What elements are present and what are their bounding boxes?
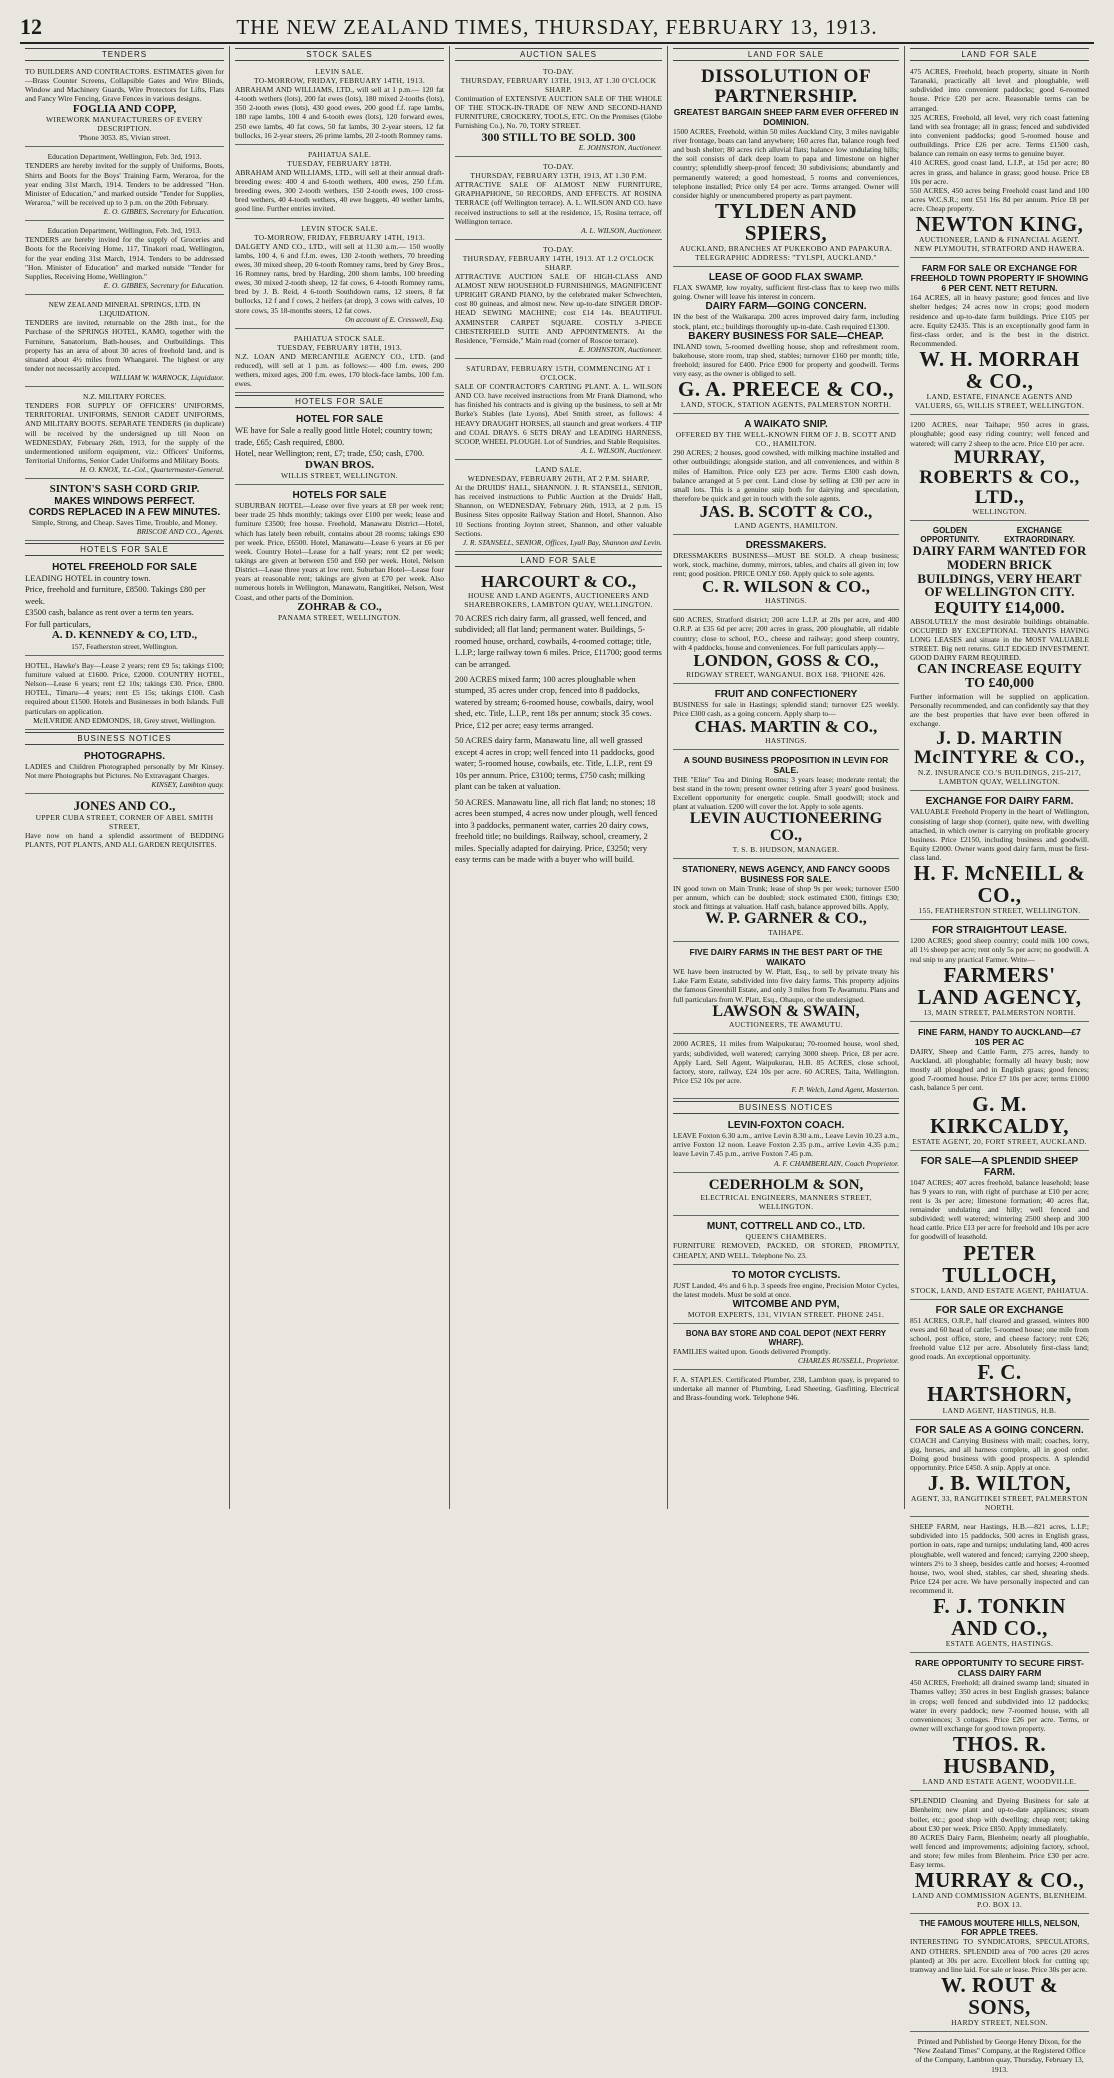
ad-text: 164 ACRES, all in heavy pasture; good fences and live shelter hedges; 24 acres now in crops; good modern residence and up-to-date farm buildings. Price £105 per acre. Equity £2435. This is an exceptionally good farm in first-class order, and is the best in the district. Recommended. xyxy=(910,293,1089,348)
ad-title: FINE FARM, HANDY TO AUCKLAND—£7 10S PER AC xyxy=(918,1026,1081,1047)
ad-address: TAIHAPE. xyxy=(768,928,804,938)
ad-jones-co xyxy=(25,796,224,853)
ad-waikato-snip xyxy=(673,416,899,535)
ad-staples-plumber xyxy=(673,1372,899,1406)
ad-text: COACH and Carrying Business with mail; coaches, lorry, gig, horses, and all harness complete, all in good order. Doing good business with good prospects. A splendid opportunity. Price £450. A snip. Apply at once. xyxy=(910,1435,1089,1472)
ad-newton-king xyxy=(910,64,1089,258)
ad-text: VALUABLE Freehold Property in the heart of Wellington, consisting of large shop (corner), quite new, with dwelling attached, in which owner is carrying on profitable grocery business. Price £2150, including business and goodwill. Equity £2000. Owner wants good dairy farm, must be first-class land. xyxy=(910,807,1089,863)
ad-levin-sale xyxy=(235,64,444,145)
ad-subtitle: QUEEN'S CHAMBERS. xyxy=(745,1232,827,1242)
ad-text: FLAX SWAMP, low royalty, sufficient first-class flax to keep two mills going. Owner will leave his interest in concern. xyxy=(673,283,899,302)
ad-text: Have now on hand a splendid assortment of BEDDING PLANTS, POT PLANTS, AND ALL GARDEN REQUISITES. xyxy=(25,830,224,849)
ad-title: BONA BAY STORE AND COAL DEPOT (NEXT FERRY WHARF). xyxy=(685,1328,887,1347)
ad-firm: PETER TULLOCH, xyxy=(942,1240,1057,1287)
ad-title: EXCHANGE FOR DAIRY FARM. xyxy=(925,796,1074,808)
ad-text: 1500 ACRES, Freehold, within 50 miles Auckland City, 3 miles navigable river frontage, boats can land anywhere; 160 acres flat, balance rough feed and bush shelter; 80 acres rich alluvial flats; balance low undulating hills; the soil consists of dark deep loam to papa and limestone on higher country; splendidly sheep-proof fenced; 30 subdivisions; abundantly and permanently watered; a good homestead, 5 rooms and conveniences, telephone installed; Price only £4 per acre. Terms arranged. Owner will consider highly or unencumbered property as part payment. xyxy=(673,126,899,200)
ad-line: MAKES WINDOWS PERFECT. xyxy=(54,495,195,507)
ad-head: TO-DAY. xyxy=(543,244,574,254)
ad-firm: A. D. KENNEDY & CO, LTD., xyxy=(51,629,198,642)
ad-signature: On account of E. Cresswell, Esq. xyxy=(345,314,444,324)
ad-harcourt xyxy=(455,570,662,870)
ad-levin-business xyxy=(673,752,899,859)
ad-auction-fernside xyxy=(455,242,662,359)
ad-text: N.Z. LOAN AND MERCANTILE AGENCY CO., LTD. (and reduced), will sell at 1 p.m. as follows:— 400 f.m. ewes, 200 wethers, mixed ages, 200 f.m. ewes, 170 block-face lambs, 100 f.m. ewes. xyxy=(235,351,444,389)
ad-levin-stock-sale xyxy=(235,221,444,329)
ad-pahiatua-stock-sale xyxy=(235,331,444,394)
ad-title: A WAIKATO SNIP. xyxy=(744,419,828,431)
ad-text: LEAVE Foxton 6.30 a.m., arrive Levin 8.30 a.m., Leave Levin 10.23 a.m., arrive Foxton 12 noon. Leave Foxton 2.35 p.m., arrive Levin 4.35 p.m.; leave Levin 7.45 p.m., arrive Foxton 7.45 p.m. xyxy=(673,1131,899,1159)
ad-address: 13, MAIN STREET, PALMERSTON NORTH. xyxy=(923,1007,1076,1017)
ad-title: THE FAMOUS MOUTERE HILLS, NELSON, FOR APPLE TREES. xyxy=(919,1919,1080,1938)
ad-head: Education Department, Wellington, Feb. 3rd, 1913. xyxy=(47,226,202,236)
ad-auction-rosina-terrace xyxy=(455,159,662,240)
ad-address: T. S. B. HUDSON, MANAGER. xyxy=(732,844,840,854)
ad-address: LAND, STOCK, STATION AGENTS, PALMERSTON NORTH. xyxy=(680,400,892,410)
ad-firm: MURRAY, ROBERTS & CO., LTD., xyxy=(919,446,1080,508)
ad-text: THE "Elite" Tea and Dining Rooms; 3 years lease; moderate rental; the best stand in the town; present owner retiring after 3 years' good business. Excellent opportunity for energetic couple. Small goodwill; stock and plant at valuation. £200 will cover the lot. Apply to sole agents. xyxy=(673,774,899,812)
ad-paragraph: 50 ACRES dairy farm, Manawatu line, all well grassed except 4 acres in crop; well fenced into 11 paddocks, good water; 5-roomed house, cowbails, etc. Title, L.I.P., rent £9 10s per annum. Price, £3100; terms, £750 cash; milking plant can be taken at valuation. xyxy=(455,735,655,792)
ad-address: PANAMA STREET, WELLINGTON. xyxy=(278,613,401,623)
ad-mcneill xyxy=(910,793,1089,920)
ad-text: ABSOLUTELY the most desirable buildings obtainable. OCCUPIED BY EXCEPTIONAL TENANTS HAVING LONG LEASES and situate in the MOST VALUABLE STREET. Big nett returns. GILT EDGED INVESTMENT. GOOD DAIRY FARM REQUIRED. xyxy=(910,616,1089,663)
ad-text: HOTEL, Hawke's Bay—Lease 2 years; rent £9 5s; takings £100; furniture valued at £1600. Price, £2000. COUNTRY HOTEL, Nelson—Lease 6 years; rent £2 10s; takings £30. Price, £800. HOTEL, Timaru—4 years; rent £5 15s; takings £100. Cash required about £1500. Hotels and Businesses in both Islands. Full particulars on application. xyxy=(25,660,224,716)
ad-title: FIVE DAIRY FARMS IN THE BEST PART OF THE WAIKATO xyxy=(689,947,883,968)
ad-head: TO-DAY. xyxy=(543,67,574,76)
ad-text: 325 ACRES, Freehold, all level, very rich coast fattening land with sea frontage; all in grass; fenced and subdivided into convenient paddocks; good 5-roomed house and outbuildings. Price £26 per acre. Terms £1500 cash, balance can remain on easy terms to genuine buyer. xyxy=(910,112,1089,159)
ad-firm: F. J. TONKIN AND CO., xyxy=(933,1594,1066,1641)
ad-head: N.Z. MILITARY FORCES. xyxy=(82,392,167,402)
ad-text: DALGETY AND CO., LTD., will sell at 11.30 a.m.— 150 woolly lambs, 100 4, 6 and f.f.m. ewes, 130 2-tooth wethers, 70 breeding ewes, 30 mixed sheep, 20 6-tooth Romney rams, bred by Grey Bros., 16 Romney rams, bred by Harding, 200 shorn lambs, 100 breeding ewes, 30 mixed 2-tooth sheep, 12 fat cows, 6 4-tooth Romney rams, bred by J. B. Reid, 4 6-tooth Southdown rams, 12 steers, 8 fat bullocks, 12 f and f cows, 2 heifers (at drop), 3 cows with calves, 10 store cows, 35 18-months steers, 12 fat cows. xyxy=(235,241,444,315)
masthead xyxy=(20,12,1094,44)
ad-firm: FARMERS' LAND AGENCY, xyxy=(917,962,1082,1009)
ad-subtitle: AUCTIONEER, LAND & FINANCIAL AGENT. NEW PLYMOUTH, STRATFORD AND HAWERA. xyxy=(914,235,1085,254)
ad-text: INTERESTING TO SYNDICATORS, SPECULATORS, AND OTHERS. SPLENDID area of 700 acres (20 acres planted) at 30s per acre. Excellent block for cutting up; tramway and line laid. For sale or lease. Price 30s per acre. xyxy=(910,1937,1089,1974)
ad-firm: W. ROUT & SONS, xyxy=(940,1973,1059,2020)
ad-text: 2000 ACRES, 11 miles from Waipukurau; 70-roomed house, wool shed, yards; subdivided, well watered; carrying 3000 sheep. Price, £8 per acre. Apply Lard, Sell Agent, Waipukurau, H.B. 85 ACRES, close school, factory, store, railway, £24 10s per acre. 60 ACRES, Taita, Wellington. Price £52 10s per acre. xyxy=(673,1039,899,1086)
ad-head: Education Department, Wellington, Feb. 3rd, 1913. xyxy=(47,152,202,162)
ad-text: BUSINESS for sale in Hastings; splendid stand; turnover £25 weekly. Price £300 cash, as a going concern. Apply sharp to— xyxy=(673,699,899,718)
column-stock-sales xyxy=(230,46,450,1509)
ad-signature: E. O. GIBBES, Secretary for Education. xyxy=(103,280,224,290)
ad-text: JUST Landed, 4½ and 6 h.p. 3 speeds free engine, Precision Motor Cycles, the latest models. Must be sold at once. xyxy=(673,1280,899,1299)
ad-text: DAIRY, Sheep and Cattle Farm, 275 acres, handy to Auckland, all ploughable; formally all heavy bush; now mostly all ploughed and in English grass; good fences; good 7-roomed house. Price £7 10s per acre; terms £1000 cash, balance 5 per cent. xyxy=(910,1046,1089,1093)
ad-subtitle: ELECTRICAL ENGINEERS, MANNERS STREET, WELLINGTON. xyxy=(700,1193,872,1212)
ad-firm: NEWTON KING, xyxy=(915,212,1084,237)
ad-firm: McILVRIDE AND EDMONDS, 18, Grey street, Wellington. xyxy=(33,715,216,725)
ad-title: PHOTOGRAPHS. xyxy=(84,750,165,762)
ad-date: THURSDAY, FEBRUARY 13TH, 1913, AT 1.30 O'CLOCK SHARP. xyxy=(460,76,657,94)
ad-mcilvride-edmonds xyxy=(25,658,224,730)
ad-firm: H. F. McNEILL & CO., xyxy=(913,861,1086,908)
ad-date: WEDNESDAY, FEBRUARY 26TH, AT 2 P.M. SHARP, xyxy=(467,473,650,483)
ad-mineral-springs xyxy=(25,297,224,387)
ad-title: LEVIN-FOXTON COACH. xyxy=(727,1120,845,1132)
page-number: 12 xyxy=(20,14,42,39)
ad-address: LAND AND ESTATE AGENT, WOODVILLE. xyxy=(922,1777,1077,1787)
ad-text: 450 ACRES, Freehold; all drained swamp land; situated in Thames valley; 350 acres in best English grasses; balance in crops; well fenced and subdivided into 12 paddocks; water in every paddock; new 7-roomed house, with all conveniences; 3 cottages. Price £26 per acre. Terms, or owner will exchange for good town property. xyxy=(910,1678,1089,1734)
ad-firm: G. M. KIRKCALDY, xyxy=(930,1091,1069,1138)
ad-signature: E. O. GIBBES, Secretary for Education. xyxy=(103,207,224,217)
ad-bona-bay-store xyxy=(673,1326,899,1370)
ad-education-weraroa xyxy=(25,149,224,221)
ad-brick-buildings-exchange xyxy=(910,523,1089,791)
ad-firm: CEDERHOLM & SON, xyxy=(708,1176,864,1193)
ad-zohrab xyxy=(235,487,444,626)
ad-firm: LAWSON & SWAIN, xyxy=(712,1002,860,1020)
ad-firm: F. C. HARTSHORN, xyxy=(927,1360,1072,1407)
ad-firm: HARCOURT & CO., xyxy=(481,571,636,591)
ad-firm: FOGLIA AND COPP, xyxy=(72,102,177,115)
ad-dwan-bros xyxy=(235,411,444,485)
ad-firm: LONDON, GOSS & CO., xyxy=(693,650,879,670)
ad-signature: E. JOHNSTON, Auctioneer. xyxy=(578,143,662,153)
ad-title: RARE OPPORTUNITY TO SECURE FIRST-CLASS DAIRY FARM xyxy=(915,1658,1084,1679)
ad-address: LAND, ESTATE, FINANCE AGENTS AND VALUERS, 65, WILLIS STREET, WELLINGTON. xyxy=(914,392,1085,411)
ad-text: 290 ACRES; 2 houses, good cowshed, with milking machine installed and other outbuildings; alongside station, and all conveniences, and within 8 miles of Hamilton. Price only £23 per acre. Terms £300 cash down, balance arranged at 5 per cent. Land close by selling at £30 per acre in small lots. This is a genuine snip both for dairying and speculation, therefore be quick and get in touch with the sole agents. xyxy=(673,448,899,503)
ad-date: TUESDAY, FEBRUARY 18TH. xyxy=(287,158,392,168)
ad-address: LAND AGENTS, HAMILTON. xyxy=(734,520,838,530)
ad-subtitle: OFFERED BY THE WELL-KNOWN FIRM OF J. B. SCOTT AND CO., HAMILTON. xyxy=(675,430,897,449)
imprint-text: Printed and Published by George Henry Dixon, for the "New Zealand Times" Company, at the Registered Office of the Company, Lambton quay, Thursday, February 13, 1913. xyxy=(913,2037,1086,2074)
ad-fruit-confectionery xyxy=(673,686,899,750)
ad-highlight: 300 STILL TO BE SOLD. 300 xyxy=(481,129,636,144)
ad-text: Continuation of EXTENSIVE AUCTION SALE OF THE WHOLE OF THE STOCK-IN-TRADE OF NEW AND SECOND-HAND FURNITURE, CROCKERY, TOOLS, ETC. On the Premises (Globe Furnishing Co.), No. 70, TORY STREET. xyxy=(455,94,662,131)
ad-address: 'Phone 3053. 85, Vivian street. xyxy=(78,133,171,143)
ad-firm: ZOHRAB & CO., xyxy=(297,600,382,613)
ad-text: LADIES and Children Photographed personally by Mr Kinsey. Not mere Photographs but Pictures. No Extravagant Charges. xyxy=(25,761,224,781)
ad-address: LAND AND COMMISSION AGENTS, BLENHEIM. P.O. BOX 13. xyxy=(912,1891,1087,1910)
ad-firm: J. D. MARTIN McINTYRE & CO., xyxy=(913,727,1086,769)
ad-title: HOTEL FREEHOLD FOR SALE xyxy=(52,561,197,573)
ad-dressmakers xyxy=(673,537,899,610)
ad-line: For full particulars, xyxy=(25,618,91,629)
ad-signature: J. R. STANSELL, SENIOR, Offices, Lyall Bay, Shannon and Levin. xyxy=(462,537,662,547)
ad-firm: G. A. PREECE & CO., xyxy=(677,377,894,402)
ad-firm: MUNT, COTTRELL AND CO., LTD. xyxy=(706,1221,866,1233)
ad-title: DRESSMAKERS. xyxy=(745,539,827,551)
ad-date: THURSDAY, FEBRUARY 13TH, 1913, AT 1.30 P.M. xyxy=(470,171,647,181)
ad-firm: C. R. WILSON & CO., xyxy=(702,577,870,597)
ad-tag-right: EXCHANGE EXTRAORDINARY. xyxy=(1004,526,1075,545)
ad-text: Further information will be supplied on application. Personally recommended, and can confidently say that they are the best properties that have ever been offered in exchange. xyxy=(910,691,1089,729)
ad-text: IN the best of the Waikarapa. 200 acres improved dairy farm, including stock, plant, etc.; buildings thoroughly up-to-date. Cash required £1300. xyxy=(673,312,899,331)
ad-text: 851 ACRES, O.R.P., half cleared and grassed, winters 800 ewes and 60 head of cattle; 5-roomed house; one mile from school, post office, store, and cheese factory; rent £26; freehold value £12 per acre. Absolutely first-class land; good roads. An exceptional opportunity. xyxy=(910,1315,1089,1362)
ad-firm: THOS. R. HUSBAND, xyxy=(943,1732,1056,1779)
ad-text: WE have for Sale a really good little Hotel; country town; trade, £65; Cash required, £800. xyxy=(235,425,433,447)
ad-text: 600 ACRES, Stratford district; 200 acre L.I.P. at 20s per acre, and 400 O.R.P. at £35 6d per acre; 200 acres in grass, 200 ploughable, all ridable country; close to school, P.O., cheese and railway; good sheep country, with 4 paddocks, house and conveniences. For full particulars apply— xyxy=(673,615,899,652)
ad-title: TO MOTOR CYCLISTS. xyxy=(731,1269,841,1281)
ad-head: LAND SALE. xyxy=(535,464,582,474)
ad-kirkcaldy xyxy=(910,1024,1089,1151)
ad-signature: KINSEY, Lambton quay. xyxy=(151,780,224,790)
ad-text: 1200 ACRES; good sheep country; could milk 100 cows, all 1½ sheep per acre; rent only 5s per acre; no goodwill. A real snip to any practical Farmer. Write— xyxy=(910,936,1089,964)
ad-title: HOTELS FOR SALE xyxy=(292,490,387,502)
section-heading-land-for-sale: LAND FOR SALE xyxy=(455,554,662,567)
ad-address: 155, FEATHERSTON STREET, WELLINGTON. xyxy=(918,906,1081,916)
ad-address: LAND AGENT, HASTINGS, H.B. xyxy=(942,1405,1057,1415)
ad-text: WE have been instructed by W. Platt, Esq., to sell by private treaty his Lake Farm Estate, subdivided into five dairy farms. This property adjoins the famous Greenhill Estate, and only 3 miles from Te Awamutu. Plans and full particulars from W. Platt, Esq., Ohaupo, or the undersigned. xyxy=(673,967,899,1004)
ad-head: LEVIN STOCK SALE. xyxy=(301,223,378,233)
section-heading-hotels: HOTELS FOR SALE xyxy=(25,543,224,556)
ad-text: SUBURBAN HOTEL—Lease over five years at £8 per week rent; beer trade 25 hhds monthly; takings over £100 per week; lease and furniture £3500; free house. Freehold, Manawatu District—Hotel, which has lately been rebuilt, contains about 28 rooms; takings £90 per week. Price, £6500. Hotel, Manawatu—Lease 6 years at £6 per week. Country Hotel—Lease for a half years; rent £2 per week; takings are given at between £50 and £60 per week. Hotel, Nelson District—Lease three years at low rent. Suburban Hotel—Lease four years at reasonable rent; takings are given at £70 per week. Also numerous hotels in Wellington, Manawatu, Rangitikei, Nelson, West Coast, and other parts of the Dominion. xyxy=(235,501,444,602)
ad-header-row xyxy=(910,526,1089,544)
ad-text: Hotel, near Wellington; rent, £7; trade, £50; cash, £700. xyxy=(235,448,425,459)
ad-firm: TYLDEN AND SPIERS, xyxy=(714,199,858,246)
imprint xyxy=(910,2034,1089,2078)
ad-title: FOR STRAIGHTOUT LEASE. xyxy=(932,925,1067,937)
ad-line: Simple, Strong, and Cheap. Saves Time, Trouble, and Money. xyxy=(31,517,218,527)
ad-title: FRUIT AND CONFECTIONERY xyxy=(714,688,858,700)
ad-text: SHEEP FARM, near Hastings, H.B.—821 acres, L.I.P.; subdivided into 15 paddocks, 500 acres in English grass, portion in oats, rape and turnips; undulating land, 400 acres ploughable, well watered and fenced; carrying 2200 sheep, winters 2½ to 3 sheep, besides cattle and horses; 4-roomed house, two, wool shed, stables, car shed, shearing sheds. Price £24 per acre. We have personally inspected and can recommend it. xyxy=(910,1522,1089,1596)
column-auction-sales xyxy=(450,46,668,1509)
ad-wilton xyxy=(910,1422,1089,1518)
ad-signature: CHARLES RUSSELL, Proprietor. xyxy=(798,1356,899,1366)
ad-address: HASTINGS. xyxy=(765,735,807,745)
ad-subtitle: HOUSE AND LAND AGENTS, AUCTIONEERS AND SHAREBROKERS, LAMBTON QUAY, WELLINGTON. xyxy=(464,590,653,609)
ad-title: LEASE OF GOOD FLAX SWAMP. xyxy=(708,272,864,284)
ad-signature: A. L. WILSON, Auctioneer. xyxy=(581,225,662,235)
ad-date: TUESDAY, FEBRUARY 18TH, 1913. xyxy=(276,342,403,352)
section-heading-business-notices: BUSINESS NOTICES xyxy=(673,1101,899,1114)
ad-address: MOTOR EXPERTS, 131, VIVIAN STREET. PHONE 2451. xyxy=(687,1309,885,1319)
ad-paragraph: 50 ACRES. Manawatu line, all rich flat land; no stones; 18 acres been stumped, 4 acres now under plough, well fenced into 3 paddocks, permanent water, carries 20 dairy cows, freehold title; no buildings. Railway, school, creamery, 2 miles. Specially adapted for dairying. Price, £3250; very easy terms can be made with a buyer who will build. xyxy=(455,796,658,865)
column-tenders xyxy=(20,46,230,1509)
ad-firm: W. P. GARNER & CO., xyxy=(705,910,867,928)
ad-text: 550 ACRES, 450 acres being Freehold coast land and 100 acres W.C.S.R.; rent £51 16s 8d per annum. Price £8 per acre. Cheap property. xyxy=(910,185,1089,214)
ad-munt-cottrell xyxy=(673,1218,899,1264)
ad-paragraph: 70 ACRES rich dairy farm, all grassed, well fenced, and subdivided; all flat land; permanent water. Buildings, 5-roomed house, orchard, cowbails, 4-roomed cottage; title, L.I.P.; large railway town 6 miles. Price, £11700; good terms can be arranged. xyxy=(455,612,662,669)
ad-hartshorn xyxy=(910,1302,1089,1420)
ad-waikato-dairy-farms xyxy=(673,944,899,1034)
ad-line: £3500 cash, balance as rent over a term ten years. xyxy=(25,607,194,618)
ad-signature: WILLIAM W. WARNOCK, Liquidator. xyxy=(110,373,224,383)
section-heading-stock-sales: STOCK SALES xyxy=(235,48,444,61)
ad-firm: BRISCOE AND CO., Agents. xyxy=(136,526,224,536)
ad-highlight: CAN INCREASE EQUITY TO £40,000 xyxy=(917,661,1082,692)
ad-military-forces xyxy=(25,389,224,479)
ad-title: FARM FOR SALE OR EXCHANGE FOR FREEHOLD TOWN PROPERTY IF SHOWING 6 PER CENT. NETT RETURN. xyxy=(910,263,1089,294)
ad-title: DAIRY FARM—GOING CONCERN. xyxy=(705,301,867,313)
ad-firm: JAS. B. SCOTT & CO., xyxy=(699,502,873,522)
ad-auction-tory-street xyxy=(455,64,662,157)
newspaper-title: THE NEW ZEALAND TIMES, THURSDAY, FEBRUARY 13, 1913. xyxy=(236,14,878,39)
ad-line: Price, freehold and furniture, £8500. Takings £80 per week. xyxy=(25,584,206,606)
ad-foglia-copp xyxy=(25,64,224,147)
ad-land-sale-shannon xyxy=(455,462,662,552)
column-land-for-sale-b xyxy=(905,46,1094,2074)
ad-line: CORDS REPLACED IN A FEW MINUTES. xyxy=(28,506,221,518)
ad-education-receiving-home xyxy=(25,223,224,295)
ad-address: AUCTIONEERS, TE AWAMUTU. xyxy=(729,1020,843,1030)
ad-head: PAHIATUA STOCK SALE. xyxy=(293,333,386,343)
ad-text: ABRAHAM AND WILLIAMS, LTD., will sell at their annual draft-breeding ewes: 400 4 and 6-tooth wethers, 400 ewes, 250 f.f.m. breeding ewes, 300 2-tooth wethers, 150 2-tooth ewes, 100 cross-bred wethers, 40 4-tooth wethers, 40 ewe hoggets, 40 wether lambs, good line. Further entries invited. xyxy=(235,167,444,214)
ad-head: LEVIN SALE. xyxy=(315,67,364,76)
ad-address: 157, Featherston street, Wellington. xyxy=(71,641,178,651)
ad-firm: DWAN BROS. xyxy=(304,458,375,471)
ad-sash-cord-grip xyxy=(25,481,224,541)
ad-text: 1200 ACRES, near Taihape; 950 acres in grass, ploughable; good easy riding country; well fenced and watered; will carry 2 sheep to the acre. Price £10 per acre. xyxy=(910,420,1089,448)
section-heading-auction-sales: AUCTION SALES xyxy=(455,48,662,61)
ad-kinsey-photographs xyxy=(25,748,224,794)
ad-line: LEADING HOTEL in country town. xyxy=(25,572,151,583)
section-heading-hotels: HOTELS FOR SALE xyxy=(235,395,444,408)
ad-tonkin xyxy=(910,1519,1089,1653)
ad-levin-foxton-coach xyxy=(673,1117,899,1172)
ad-text: TENDERS are hereby invited for the supply of Groceries and Boots for the Receiving Home, 117, Tinakori road, Wellington, for the year ending 31st March, 1914. Tenders to be addressed "Hon. Minister of Education" and marked outside "Tender for Supplies, Receiving Home, Wellington." xyxy=(25,235,224,281)
ad-title: HOTEL FOR SALE xyxy=(295,414,384,426)
ad-text: 1047 ACRES; 407 acres freehold, balance leasehold; lease has 9 years to run, with right of purchase at £10 per acre; rent is 3s per acre; limestone formation; 40 acres flat, remainder undulating and hilly; well fenced and subdivided; well watered; wintering 2500 sheep and 300 head cattle. Price £13 per acre for freehold and 10s per acre for goodwill of leasehold. xyxy=(910,1177,1089,1242)
ad-firm: LEVIN AUCTIONEERING CO., xyxy=(689,810,883,845)
ad-text: TENDERS are invited, returnable on the 28th inst., for the Purchase of the SPRINGS HOTEL, KAMO, together with the Furniture, Sanatorium, Bath-houses, and Outbuildings. This property has an area of about 30 acres of freehold land, and is situated about 4½ miles from Whangarei. The highest or any tender not necessarily accepted. xyxy=(25,318,224,373)
section-heading-business-notices: BUSINESS NOTICES xyxy=(25,732,224,745)
ad-text: INLAND town, 5-roomed dwelling house, shop and refreshment room, bakehouse, store room, trap shed, stables; turnover £160 per month; title, freehold; insured for £400. Price £900 for property and goodwill. Terms very easy, as the owner is obliged to sell. xyxy=(673,341,899,379)
ad-text: SALE OF CONTRACTOR'S CARTING PLANT. A. L. WILSON AND CO. have received instructions from Mr Frank Diamond, who has finished his contracts and is giving up the business, to sell at Mr Burke's Stables (late Lyons), Abel Smith street, as follows: 4 HEAVY DRAUGHT HORSES, all staunch and great workers. 4 TIP and COAL DRAYS. 6 SETS DRAY and LEADING HARNESS, SCOOP, WHEEL PLOUGH. Lot of Sundries, and Stable Requisites. xyxy=(455,381,662,446)
ad-stationery-business xyxy=(673,861,899,942)
ad-title: A SOUND BUSINESS PROPOSITION IN LEVIN FOR SALE. xyxy=(683,754,889,775)
ad-address: N.Z. INSURANCE CO.'S BUILDINGS, 215-217, LAMBTON QUAY, WELLINGTON. xyxy=(917,768,1082,787)
ad-text: SPLENDID Cleaning and Dyeing Business for sale at Blenheim; new plant and up-to-date appliances; steam boiler, etc.; good shop with dwelling; cheap rent; taking about £30 per week. Price £850. Apply immediately. xyxy=(910,1796,1089,1833)
ad-subtitle: WIREWORK MANUFACTURERS OF EVERY DESCRIPTION. xyxy=(46,115,203,134)
ad-husband xyxy=(910,1655,1089,1791)
column-land-for-sale-a xyxy=(668,46,905,1509)
ad-morrah xyxy=(910,260,1089,415)
ad-text: 410 ACRES, good coast land, L.I.P., at 15d per acre; 80 acres in grass, and balance in grass; good house. Price £8 10s per acre. xyxy=(910,158,1089,186)
ad-dissolution-partnership xyxy=(673,64,899,267)
ad-paragraph: 200 ACRES mixed farm; 100 acres ploughable when stumped, 35 acres under crop, fenced into 8 paddocks, watered by stream; 6-roomed house, cowbails, dairy, wool shed, etc. Title, L.I.P., rent 18s per annum; stock 35 cows. Price, £12 per acre; easy terms arranged. xyxy=(455,674,654,730)
ad-text: ABRAHAM AND WILLIAMS, LTD., will sell at 1 p.m.— 120 fat 4-tooth wethers (lots), 200 fat ewes (lots), 180 mixed 2-tooths (lots), 350 2-tooth ewes (lots), 430 good ewes, 200 good f.f. rape lambs, 180 rape lambs, 100 4 and 6-tooth ewes (lots), 120 forward ewes, 250 ewe lambs, 40 fat cows, 50 fat lambs, 30 2-year steers, 12 fat bullocks, 16 2-year steers, 26 prime lambs, 20 2-tooth Romney rams. xyxy=(235,85,444,140)
ad-signature: F. P. Welch, Land Agent, Masterton. xyxy=(791,1085,899,1095)
ad-farmers-land-agency xyxy=(910,922,1089,1022)
ad-tulloch xyxy=(910,1153,1089,1300)
ad-firm: MURRAY & CO., xyxy=(914,1868,1085,1893)
ad-pahiatua-sale xyxy=(235,147,444,219)
ad-text: TENDERS are hereby invited for the supply of Uniforms, Boots, Shirts and Boots for the Boys' Training Farm, Weraroa, for the year ending 31st March, 1914. Tenders to be addressed "Hon. Minister of Education," and marked outside "Tender for Supplies, Weraroa," will be received up to 3 p.m. on the 20th February. xyxy=(25,161,224,207)
ad-firm: J. B. WILTON, xyxy=(927,1471,1072,1496)
ad-text: DRESSMAKERS BUSINESS—MUST BE SOLD. A cheap business; work, stock, machine, dummy, mirrors, tables, and chairs all given in; low rent; good position. PRICE ONLY £60. Apply quick to sole agents. xyxy=(673,550,899,579)
ad-firm: JONES AND CO., xyxy=(73,798,176,814)
ad-title: DISSOLUTION OF PARTNERSHIP. xyxy=(700,66,872,107)
ad-text: TENDERS FOR SUPPLY OF OFFICERS' UNIFORMS, TERRITORIAL UNIFORMS, SENIOR CADET UNIFORMS, AND MILITARY BOOTS. SEPARATE TENDERS (in duplicate) will be received by the undersigned up till Noon on WEDNESDAY, February 26th, 1913, for the supply of the undermentioned uniform equipment, viz.: Officers' Uniforms, Territorial Uniforms, Senior Cadet Uniforms and Military Boots. xyxy=(25,401,224,466)
ad-text: ATTRACTIVE SALE OF ALMOST NEW FURNITURE, GRAPHAPHONE, 50 RECORDS, AND EFFECTS. AT ROSINA TERRACE (off Wellington terrace). A. L. WILSON AND CO. have received instructions to sell at the residence, 15, Rosina terrace, off Wellington terrace. xyxy=(455,180,662,226)
ad-date: TO-MORROW, FRIDAY, FEBRUARY 14TH, 1913. xyxy=(253,232,426,242)
ad-hotel-freehold xyxy=(25,559,224,656)
ad-text: FURNITURE REMOVED, PACKED, OR STORED, PROMPTLY, CHEAPLY, AND WELL. Telephone No. 23. xyxy=(673,1241,899,1260)
ad-murray-roberts xyxy=(910,417,1089,521)
ad-flax-swamp xyxy=(673,269,899,414)
ad-address: ESTATE AGENTS, HASTINGS. xyxy=(945,1639,1054,1649)
ad-address: ESTATE AGENT, 20, FORT STREET, AUCKLAND. xyxy=(912,1136,1087,1146)
ad-address: HARDY STREET, NELSON. xyxy=(951,2018,1048,2028)
ad-auction-carting-plant xyxy=(455,361,662,460)
ad-address: WELLINGTON. xyxy=(972,507,1027,517)
ad-firm: CHAS. MARTIN & CO., xyxy=(694,716,878,736)
ad-rout-sons xyxy=(910,1916,1089,2032)
ad-head: SATURDAY, FEBRUARY 15TH, COMMENCING AT 1 O'CLOCK. xyxy=(466,363,651,382)
ad-signature: A. L. WILSON, Auctioneer. xyxy=(581,445,662,455)
ad-address: WILLIS STREET, WELLINGTON. xyxy=(281,471,398,481)
ad-date: TO-MORROW, FRIDAY, FEBRUARY 14TH, 1913. xyxy=(253,76,426,85)
ad-address: HASTINGS. xyxy=(765,596,807,606)
columns xyxy=(20,46,1094,2074)
ad-text: F. A. STAPLES. Certificated Plumber, 238, Lambton quay, is prepared to undertake all manner of Plumbing, Lead Sheeting, Gasfitting, Electrical and Brass-founding work. Telephone 946. xyxy=(673,1375,899,1403)
ad-text: 475 ACRES, Freehold, beach property, situate in North Taranaki, practically all level and ploughable, well subdivided into convenient paddocks; good 6-roomed house. Price £20 per acre. Reasonable terms can be arranged. xyxy=(910,67,1089,113)
ad-head: TO-DAY. xyxy=(543,162,574,172)
ad-title: SINTON'S SASH CORD GRIP. xyxy=(49,483,200,496)
ad-head: PAHIATUA SALE. xyxy=(307,149,372,159)
section-heading-tenders: TENDERS xyxy=(25,48,224,61)
ad-welch-masterton xyxy=(673,1036,899,1099)
ad-title: FOR SALE—A SPLENDID SHEEP FARM. xyxy=(920,1155,1079,1178)
ad-equity: EQUITY £14,000. xyxy=(934,598,1065,618)
ad-date: THURSDAY, FEBRUARY 14TH, 1913. AT 1.2 O'CLOCK SHARP. xyxy=(462,253,655,272)
ad-firm: W. H. MORRAH & CO., xyxy=(919,347,1080,394)
ad-subtitle: GREATEST BARGAIN SHEEP FARM EVER OFFERED IN DOMINION. xyxy=(673,106,899,127)
ad-address: RIDGWAY STREET, WANGANUI. BOX 168. 'PHONE 426. xyxy=(686,669,886,679)
ad-title: DAIRY FARM WANTED FOR MODERN BRICK BUILDINGS, VERY HEART OF WELLINGTON CITY. xyxy=(912,543,1087,600)
ad-murray-blenheim xyxy=(910,1793,1089,1914)
ad-text: TO BUILDERS AND CONTRACTORS. ESTIMATES given for—Brass Counter Screens, Collapsible Gates and Wire Blinds, Window and Machinery Guards, Wire Protectors for Lifts, Flats and Fancy Wire Fencing, Grave Fences in various designs. xyxy=(25,67,224,104)
ad-cederholm xyxy=(673,1175,899,1217)
ad-firm: WITCOMBE AND PYM, xyxy=(732,1298,840,1310)
ad-title: FOR SALE AS A GOING CONCERN. xyxy=(915,1424,1084,1436)
section-heading-land-for-sale: LAND FOR SALE xyxy=(673,48,899,61)
ad-head: NEW ZEALAND MINERAL SPRINGS, LTD. IN LIQUIDATION. xyxy=(48,299,201,319)
ad-title: FOR SALE OR EXCHANGE xyxy=(935,1304,1064,1316)
ad-title: BAKERY BUSINESS FOR SALE—CHEAP. xyxy=(688,330,884,342)
ad-tag-left: GOLDEN OPPORTUNITY. xyxy=(920,526,980,545)
ad-text: IN good town on Main Trunk; lease of shop 9s per week; turnover £500 per annum, which can be doubled; stock estimated £300, fittings £30; stock and fittings at valuation. Half cash, balance approved bills. Apply, xyxy=(673,883,899,912)
ad-text: FAMILIES waited upon. Goods delivered Promptly. xyxy=(673,1346,831,1356)
ad-london-goss xyxy=(673,612,899,683)
ad-address: STOCK, LAND, AND ESTATE AGENT, PAHIATUA. xyxy=(910,1285,1089,1295)
ad-motor-cyclists xyxy=(673,1267,899,1324)
section-heading-land-for-sale: LAND FOR SALE xyxy=(910,48,1089,61)
ad-signature: A. F. CHAMBERLAIN, Coach Proprietor. xyxy=(774,1158,899,1168)
ad-text: At the DRUIDS' HALL, SHANNON. J. R. STANSELL, SENIOR, has received instructions to Public Auction at the Druids' Hall, Shannon, on WEDNESDAY, February 26th, 1913, at 2 p.m. 15 Business Sites opposite Railway Station and Hotel, Shannon. Also 10 Sections fronting Joyton street, Shannon, and other valuable Sections. xyxy=(455,482,662,538)
ad-address: AGENT, 33, RANGITIKEI STREET, PALMERSTON NORTH. xyxy=(911,1494,1088,1513)
ad-signature: H. O. KNOX, 'Lt.-Col., Quartermaster-General. xyxy=(79,465,224,475)
ad-title: STATIONERY, NEWS AGENCY, AND FANCY GOODS BUSINESS FOR SALE. xyxy=(682,863,890,884)
ad-subtitle: UPPER CUBA STREET, CORNER OF ABEL SMITH STREET, xyxy=(35,812,214,831)
ad-text: ATTRACTIVE AUCTION SALE OF HIGH-CLASS AND ALMOST NEW HOUSEHOLD FURNISHINGS, MAGNIFICENT UPRIGHT GRAND PIANO, by the celebrated maker Schwechten, cost 80 guineas, and almost new. New up-to-date SINGER DROP-HEAD SEWING MACHINE; cost £14 14s. BEAUTIFUL AXMINSTER CARPET SQUARE. COSTLY 3-PIECE CHESTERFIELD SUITE AND APPOINTMENTS. At the Residence, "Fernside," Main road (corner of Roscoe terrace). xyxy=(455,271,662,345)
ad-signature: E. JOHNSTON, Auctioneer. xyxy=(578,344,662,354)
ad-text: 80 ACRES Dairy Farm, Blenheim; nearly all ploughable, well fenced and improvements; adjoining factory, school, and store; few miles from Blenheim. Price £30 per acre. Easy terms. xyxy=(910,1832,1089,1870)
ad-address: AUCKLAND, BRANCHES AT PUKEKOBO AND PAPAKURA. TELEGRAPHIC ADDRESS: "TYLSPI, AUCKLAND." xyxy=(679,244,893,263)
